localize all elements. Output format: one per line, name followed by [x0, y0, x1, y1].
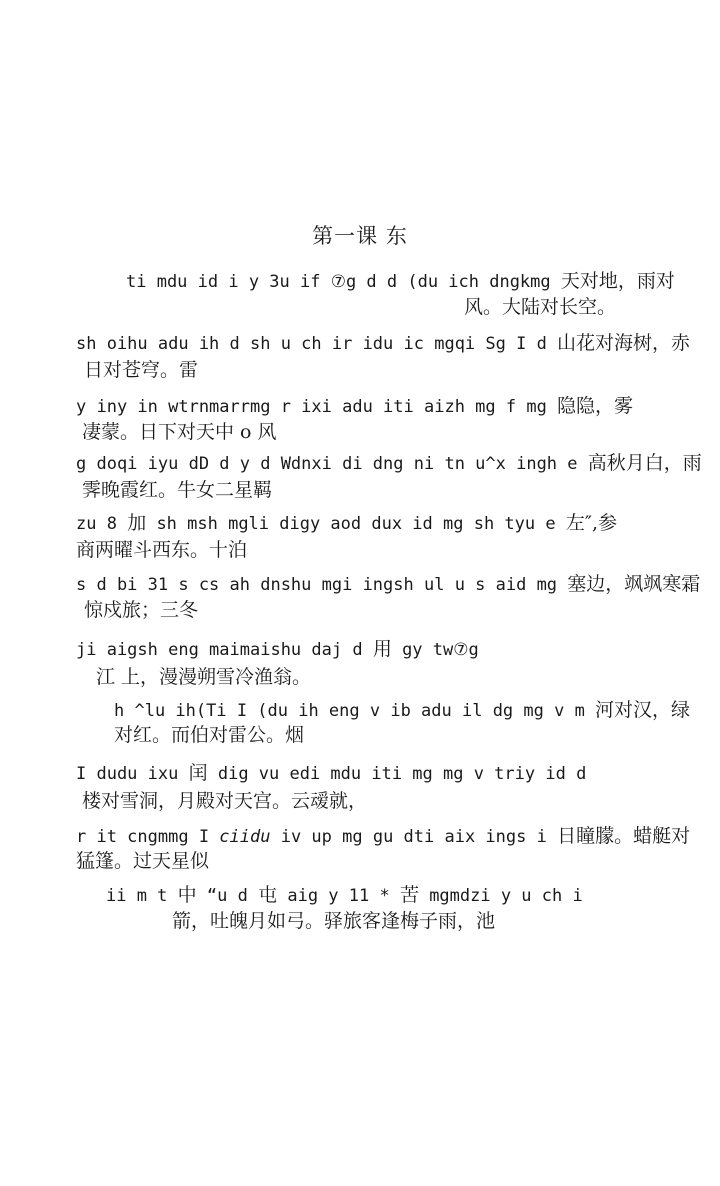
text-line: [82, 477, 272, 503]
chinese-text: 山花对海树，赤: [557, 332, 691, 354]
pinyin-text: y iny in wtrnmarrmg r ixi adu iti aizh mg f mg: [76, 397, 558, 417]
text-line: [76, 571, 700, 598]
chinese-text: 凄蒙。日下对天中 o 风: [82, 421, 277, 443]
pinyin-text: sh msh mgli digy aod dux id mg sh tyu e: [146, 514, 566, 534]
text-line: [76, 510, 617, 537]
chinese-text: 箭，吐魄月如弓。驿旅客逢梅子雨，池: [172, 910, 496, 932]
chinese-text: 商两曜斗西东。十泊: [76, 539, 248, 561]
chinese-text: 用: [372, 638, 392, 660]
pinyin-text: r it cngmmg I: [76, 827, 220, 847]
chinese-text: 惊戍旅；三冬: [84, 599, 199, 621]
text-line: [76, 537, 247, 563]
text-line: [76, 330, 690, 357]
chinese-text: 日瞳朦。蜡艇对: [557, 825, 691, 847]
pinyin-text: I dudu ixu: [76, 764, 189, 784]
pinyin-text: ji aigsh eng maimaishu daj d: [76, 640, 373, 660]
chinese-text: 苦: [399, 884, 419, 906]
pinyin-text-italic: ciidu: [219, 827, 271, 847]
chinese-text: 左″,参: [565, 512, 617, 534]
text-line: [76, 450, 702, 477]
chinese-text: 风。大陆对长空。: [464, 296, 617, 318]
chinese-text: 对红。而伯对雷公。烟: [114, 724, 305, 746]
chinese-text: 楼对雪洞，月殿对天宫。云叆就，: [82, 790, 368, 812]
text-line: [84, 357, 198, 383]
text-line: [114, 697, 690, 724]
text-line: [114, 722, 304, 748]
pinyin-text: sh oihu adu ih d sh u ch ir idu ic mgqi Sg I d: [76, 334, 558, 354]
chinese-text: 加: [127, 512, 147, 534]
text-line: [126, 268, 675, 295]
text-line: [464, 294, 616, 320]
pinyin-text: h ^lu ih(Ti I (du ih eng v ib adu il dg mg v m: [114, 701, 596, 721]
lesson-title: 第一课 东: [312, 224, 408, 248]
chinese-text: 河对汉，绿: [595, 699, 691, 721]
pinyin-text: mgmdzi y u ch i: [418, 886, 583, 906]
chinese-text: 霁晚霞红。牛女二星羁: [82, 479, 273, 501]
text-line: [76, 636, 479, 663]
text-line: [106, 882, 583, 909]
chinese-text: 闰: [188, 762, 208, 784]
text-line: [82, 788, 367, 814]
chinese-text: 中: [177, 884, 197, 906]
text-line: [76, 393, 633, 420]
text-line: [76, 823, 690, 850]
pinyin-text: s d bi 31 s cs ah dnshu mgi ingsh ul u s aid mg: [76, 575, 568, 595]
text-line: [76, 760, 586, 787]
chinese-text: 隐隐，雾: [557, 395, 634, 417]
pinyin-text: dig vu edi mdu iti mg mg v triy id d: [207, 764, 587, 784]
text-line: [172, 908, 495, 934]
pinyin-text: gy tw⑦g: [391, 640, 479, 660]
chinese-text: 高秋月白，雨: [587, 452, 702, 474]
chinese-text: 屯: [258, 884, 278, 906]
pinyin-text: ti mdu id i y 3u if ⑦g d d (du ich dngkmg: [126, 272, 561, 292]
chinese-text: 日对苍穹。雷: [84, 359, 199, 381]
pinyin-text: aig y 11 *: [277, 886, 400, 906]
chinese-text: 天对地，雨对: [560, 270, 675, 292]
text-line: [96, 664, 311, 690]
pinyin-text: “u d: [196, 886, 259, 906]
chinese-text: 猛篷。过天星似: [76, 850, 210, 872]
chinese-text: 塞边，飒飒寒霜: [567, 573, 701, 595]
pinyin-text: ii m t: [106, 886, 178, 906]
pinyin-text: zu 8: [76, 514, 128, 534]
text-line: [76, 848, 209, 874]
text-line: [82, 419, 277, 445]
pinyin-text: iv up mg gu dti aix ings i: [270, 827, 558, 847]
chinese-text: 江 上，漫漫朔雪冷渔翁。: [96, 666, 312, 688]
pinyin-text: g doqi iyu dD d y d Wdnxi di dng ni tn u^x ingh e: [76, 454, 588, 474]
text-line: [84, 597, 198, 623]
